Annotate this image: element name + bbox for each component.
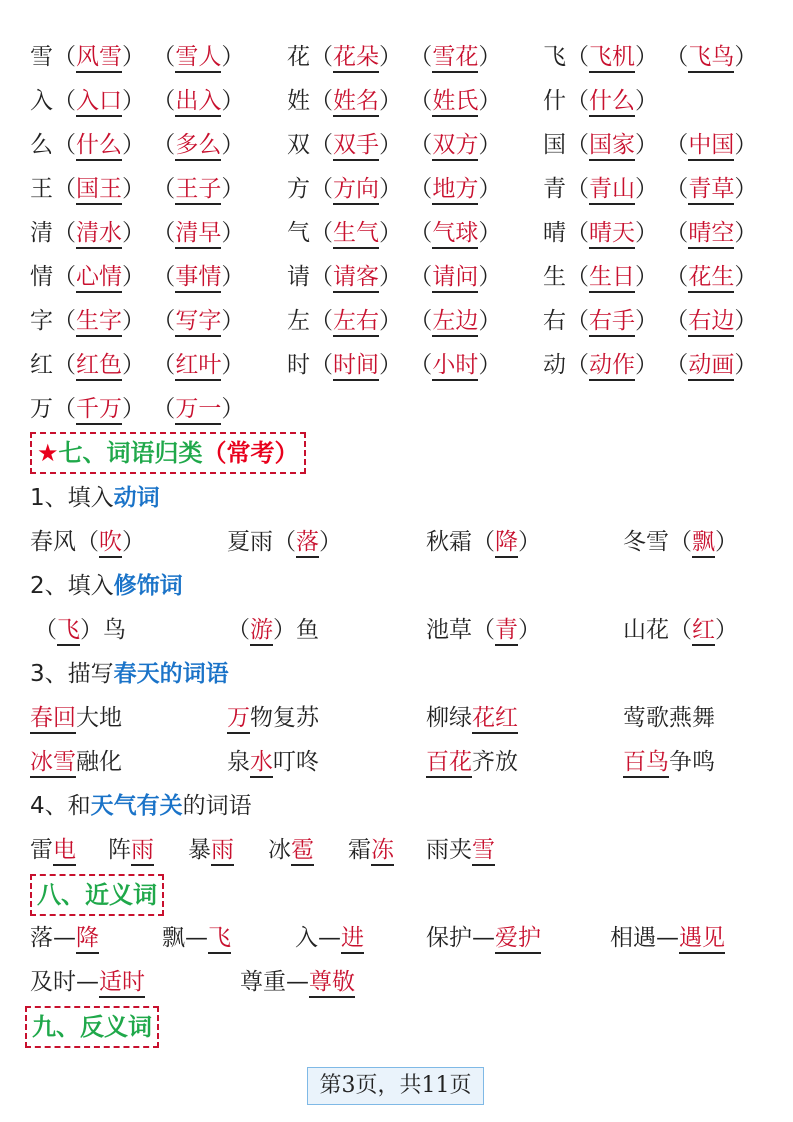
item-prefix: 尊重— [240,969,309,995]
question-3-title [30,654,229,694]
answer-word: 千万 [76,396,122,425]
item-answer: 爱护 [495,925,541,954]
star-icon: ★ [37,439,59,467]
char-group: 飞（飞机） （飞鸟） [543,37,757,77]
answer-word: 地方 [432,176,478,205]
item-suffix: 大地 [76,705,122,731]
answer-word: 出入 [175,88,221,117]
answer-word: 请客 [333,264,379,293]
head-character: 红 [30,352,53,378]
answer-word: 动画 [688,352,734,381]
answer-word: 国王 [76,176,122,205]
item-suffix: ）鸟 [80,617,126,643]
answer-item [268,830,314,870]
char-row [30,81,773,121]
char-group: 生（生日） （花生） [543,257,757,297]
item-answer: 落 [296,529,319,558]
item-suffix: 齐放 [472,749,518,775]
section-9-header: 九、反义词 [25,1006,159,1048]
question-2-title [30,566,183,606]
item-answer: 万 [227,705,250,734]
head-character: 动 [543,352,566,378]
item-suffix: 融化 [76,749,122,775]
head-character: 情 [30,264,53,290]
answer-word: 什么 [76,132,122,161]
answer-item [227,698,319,738]
item-answer: 遇见 [679,925,725,954]
answer-item [426,698,518,738]
item-suffix: ） [122,529,145,555]
question-2-prefix: 2、填入 [30,573,114,599]
item-answer: 飞 [208,925,231,954]
item-prefix: 春风（ [30,529,99,555]
answer-word: 左右 [333,308,379,337]
item-answer: 冰雪 [30,749,76,778]
char-group: 国（国家） （中国） [543,125,757,165]
answer-word: 中国 [688,132,734,161]
item-suffix: ） [715,617,738,643]
head-character: 双 [287,132,310,158]
item-prefix: 阵 [108,837,131,863]
section-8-header: 八、近义词 [30,874,164,916]
item-answer: 尊敬 [309,969,355,998]
item-answer: 水 [250,749,273,778]
question-4-keyword: 天气有关 [90,793,183,819]
item-suffix: 物复苏 [250,705,319,731]
char-group: 雪（风雪） （雪人） [30,37,244,77]
char-group: 万（千万） （万一） [30,389,244,429]
answer-item [623,742,715,782]
item-prefix: 霜 [348,837,371,863]
item-suffix: ） [518,529,541,555]
item-answer: 游 [250,617,273,646]
head-character: 青 [543,176,566,202]
section-7-title: 七、词语归类 [58,439,203,467]
head-character: 晴 [543,220,566,246]
answer-word: 红色 [76,352,122,381]
answer-word: 双手 [333,132,379,161]
head-character: 花 [287,44,310,70]
question-2-answers [30,610,773,650]
item-answer: 百花 [426,749,472,778]
char-row [30,345,773,385]
answer-item [188,830,234,870]
question-3-answers-row-2 [30,742,773,782]
section-7-tag: （常考） [202,439,299,467]
answer-word: 多么 [175,132,221,161]
answer-item [227,522,342,562]
answer-item [426,830,495,870]
item-prefix: 入— [295,925,341,951]
answer-word: 晴天 [589,220,635,249]
item-answer: 降 [495,529,518,558]
question-3-prefix: 3、描写 [30,661,114,687]
answer-item [30,698,122,738]
answer-item [227,742,319,782]
question-4-prefix: 4、和 [30,793,91,819]
answer-word: 左边 [432,308,478,337]
answer-word: 生日 [589,264,635,293]
head-character: 方 [287,176,310,202]
head-character: 雪 [30,44,53,70]
question-1-answers [30,522,773,562]
answer-word: 姓氏 [432,88,478,117]
answer-word: 雪人 [175,44,221,73]
item-suffix: ） [518,617,541,643]
item-prefix: 冰 [268,837,291,863]
question-2-keyword: 修饰词 [113,573,183,599]
answer-item [426,918,541,958]
synonym-row-1 [30,918,773,958]
head-character: 姓 [287,88,310,114]
char-row [30,213,773,253]
answer-word: 心情 [76,264,122,293]
answer-item [610,918,725,958]
item-prefix: 莺歌燕舞 [623,705,715,731]
answer-item [426,742,518,782]
char-group: 什（什么） [543,81,658,121]
char-group: 红（红色） （红叶） [30,345,244,385]
answer-word: 生气 [333,220,379,249]
item-suffix: ） [319,529,342,555]
head-character: 右 [543,308,566,334]
answer-word: 红叶 [175,352,221,381]
head-character: 什 [543,88,566,114]
synonym-row-2 [30,962,773,1002]
head-character: 清 [30,220,53,246]
item-prefix: 雨夹 [426,837,472,863]
answer-word: 清早 [175,220,221,249]
item-answer: 电 [53,837,76,866]
item-prefix: 飘— [162,925,208,951]
item-answer: 雨 [131,837,154,866]
answer-word: 晴空 [688,220,734,249]
char-group: 左（左右） （左边） [287,301,501,341]
item-prefix: 池草（ [426,617,495,643]
answer-item [240,962,355,1002]
char-group: 清（清水） （清早） [30,213,244,253]
answer-item [426,522,541,562]
question-1-prefix: 1、填入 [30,485,114,511]
char-group: 姓（姓名） （姓氏） [287,81,501,121]
char-group: 右（右手） （右边） [543,301,757,341]
item-answer: 红 [692,617,715,646]
item-prefix: 保护— [426,925,495,951]
answer-word: 风雪 [76,44,122,73]
item-prefix: 雷 [30,837,53,863]
item-prefix: 暴 [188,837,211,863]
item-prefix: 落— [30,925,76,951]
answer-item [162,918,231,958]
answer-word: 双方 [432,132,478,161]
char-row [30,257,773,297]
item-answer: 进 [341,925,364,954]
answer-item [426,610,541,650]
answer-word: 小时 [432,352,478,381]
answer-item [30,522,145,562]
char-group: 请（请客） （请问） [287,257,501,297]
item-prefix: 山花（ [623,617,692,643]
head-character: 字 [30,308,53,334]
answer-word: 生字 [76,308,122,337]
char-group: 时（时间） （小时） [287,345,501,385]
item-answer: 冻 [371,837,394,866]
char-row [30,169,773,209]
answer-word: 写字 [175,308,221,337]
answer-word: 王子 [175,176,221,205]
char-group: 字（生字） （写字） [30,301,244,341]
head-character: 万 [30,396,53,422]
answer-word: 姓名 [333,88,379,117]
item-suffix: 争鸣 [669,749,715,775]
char-group: 晴（晴天） （晴空） [543,213,757,253]
char-group: 花（花朵） （雪花） [287,37,501,77]
char-group: 入（入口） （出入） [30,81,244,121]
answer-word: 清水 [76,220,122,249]
question-1-keyword: 动词 [113,485,160,511]
question-4-answers [30,830,773,870]
item-suffix: 叮咚 [273,749,319,775]
answer-item [30,830,76,870]
answer-word: 青草 [688,176,734,205]
item-answer: 飘 [692,529,715,558]
char-group: 青（青山） （青草） [543,169,757,209]
answer-word: 入口 [76,88,122,117]
char-row [30,301,773,341]
answer-item [30,742,122,782]
answer-word: 国家 [589,132,635,161]
answer-word: 雪花 [432,44,478,73]
head-character: 国 [543,132,566,158]
char-group: 王（国王） （王子） [30,169,244,209]
item-prefix: 泉 [227,749,250,775]
answer-item [34,610,126,650]
item-prefix: 及时— [30,969,99,995]
head-character: 左 [287,308,310,334]
char-group: 双（双手） （双方） [287,125,501,165]
question-4-suffix: 的词语 [182,793,252,819]
item-prefix: 相遇— [610,925,679,951]
answer-word: 方向 [333,176,379,205]
head-character: 飞 [543,44,566,70]
answer-word: 右手 [589,308,635,337]
item-prefix: （ [227,617,250,643]
item-answer: 雨 [211,837,234,866]
answer-word: 时间 [333,352,379,381]
answer-item [227,610,319,650]
char-row [30,37,773,77]
item-answer: 吹 [99,529,122,558]
head-character: 王 [30,176,53,202]
answer-word: 青山 [589,176,635,205]
question-3-keyword: 春天的词语 [113,661,229,687]
char-group: 动（动作） （动画） [543,345,757,385]
answer-word: 请问 [432,264,478,293]
item-answer: 青 [495,617,518,646]
question-4-title [30,786,252,826]
item-prefix: （ [34,617,57,643]
answer-item [348,830,394,870]
answer-item [108,830,154,870]
answer-item [30,918,99,958]
answer-word: 气球 [432,220,478,249]
question-1-title [30,478,160,518]
head-character: 时 [287,352,310,378]
item-answer: 飞 [57,617,80,646]
head-character: 气 [287,220,310,246]
item-answer: 雪 [472,837,495,866]
item-answer: 降 [76,925,99,954]
char-row [30,125,773,165]
answer-item [623,522,738,562]
char-group: 情（心情） （事情） [30,257,244,297]
answer-word: 飞鸟 [688,44,734,73]
answer-item [623,698,715,738]
char-group: 方（方向） （地方） [287,169,501,209]
item-answer: 百鸟 [623,749,669,778]
item-prefix: 冬雪（ [623,529,692,555]
item-prefix: 柳绿 [426,705,472,731]
answer-word: 花生 [688,264,734,293]
question-3-answers-row-1 [30,698,773,738]
head-character: 生 [543,264,566,290]
answer-word: 飞机 [589,44,635,73]
item-answer: 春回 [30,705,76,734]
head-character: 么 [30,132,53,158]
item-answer: 雹 [291,837,314,866]
item-suffix: ）鱼 [273,617,319,643]
answer-word: 万一 [175,396,221,425]
item-prefix: 秋霜（ [426,529,495,555]
item-answer: 花红 [472,705,518,734]
char-row [30,389,773,429]
answer-word: 动作 [589,352,635,381]
answer-item [30,962,145,1002]
answer-word: 事情 [175,264,221,293]
item-answer: 适时 [99,969,145,998]
section-7-header [30,432,306,474]
item-suffix: ） [715,529,738,555]
answer-word: 右边 [688,308,734,337]
answer-word: 什么 [589,88,635,117]
head-character: 请 [287,264,310,290]
head-character: 入 [30,88,53,114]
answer-item [623,610,738,650]
answer-word: 花朵 [333,44,379,73]
item-prefix: 夏雨（ [227,529,296,555]
char-group: 气（生气） （气球） [287,213,501,253]
answer-item [295,918,364,958]
page-number-footer: 第3页，共11页 [307,1067,484,1105]
char-group: 么（什么） （多么） [30,125,244,165]
